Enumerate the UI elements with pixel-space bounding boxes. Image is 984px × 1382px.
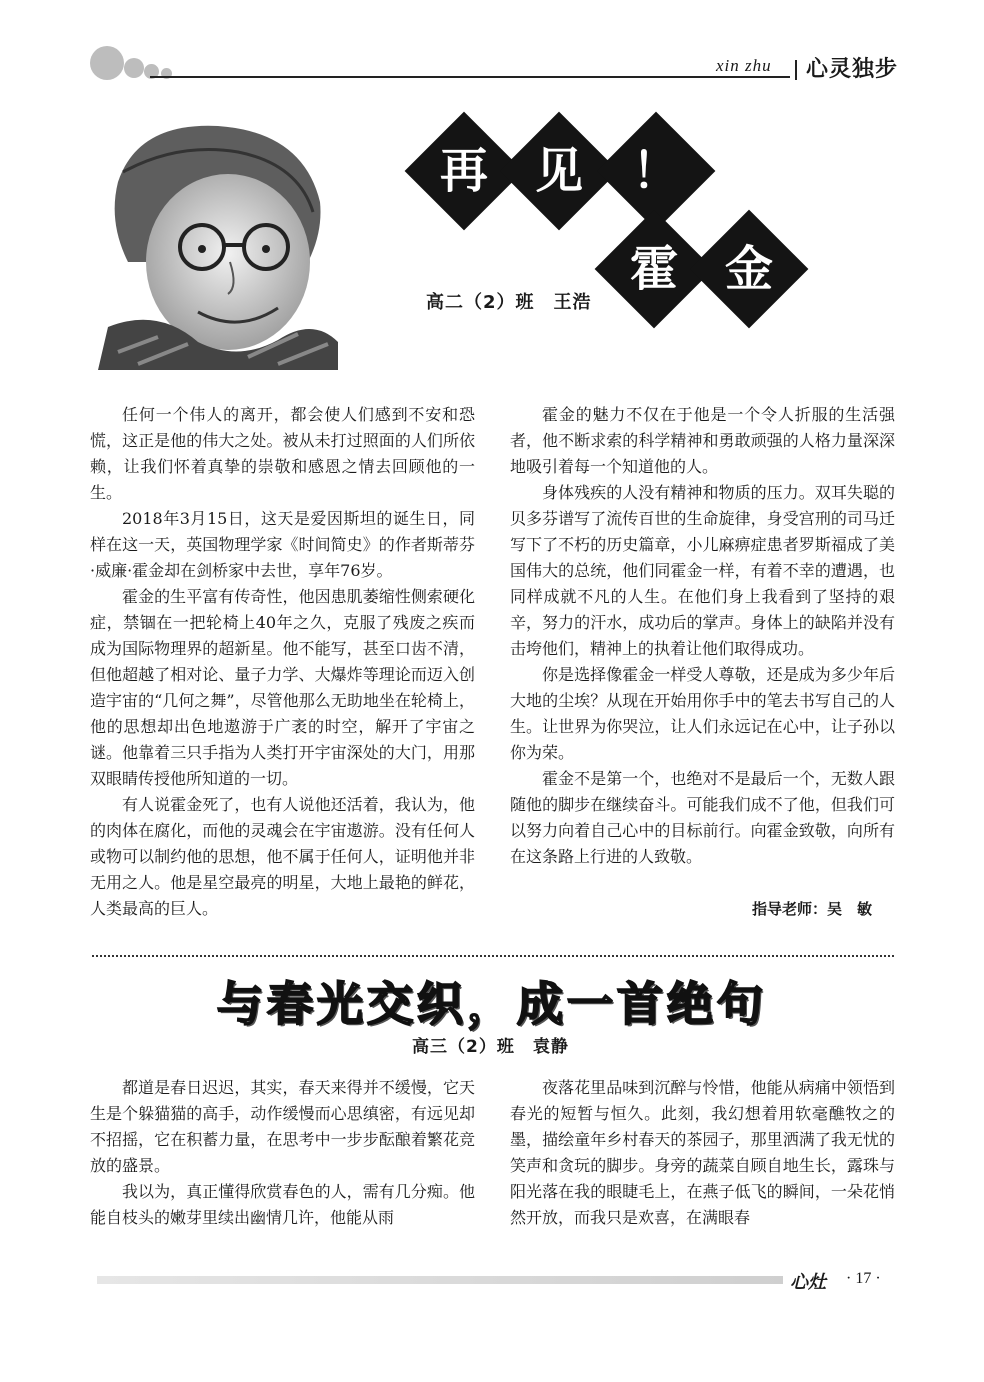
- article1-teacher: 指导老师：吴 敏: [752, 900, 873, 918]
- header-separator: [795, 60, 797, 80]
- header-rule: [150, 76, 790, 78]
- footer-bar: [97, 1276, 783, 1284]
- paragraph: 任何一个伟人的离开，都会使人们感到不安和恐慌，这正是他的伟大之处。被从未打过照面的人们所依赖，让我们怀着真挚的崇敬和感恩之情去回顾他的一生。: [90, 405, 475, 502]
- title-char-4: 霍: [629, 241, 678, 297]
- portrait-illustration: [98, 112, 338, 370]
- paragraph: 身体残疾的人没有精神和物质的压力。双耳失聪的贝多芬谱写了流传百世的生命旋律，身受宫刑的司马迁写下了不朽的历史篇章，小儿麻痹症患者罗斯福成了美国伟大的总统，他们同霍金一样，有着不幸的遭遇，也同样成就不凡的人生。在他们身上我看到了坚持的艰辛，努力的汗水，成功后的掌声。身体上的缺陷并没有击垮他们，精神上的执着让他们取得成功。: [510, 483, 895, 658]
- title-char-1: 再: [439, 143, 488, 199]
- title-char-2: 见: [534, 143, 583, 199]
- article2-byline: 高三（2）班 袁静: [412, 1037, 569, 1057]
- title-char-3: ！: [631, 143, 680, 199]
- paragraph: 有人说霍金死了，也有人说他还活着，我认为，他的肉体在腐化，而他的灵魂会在宇宙遨游。没有任何人或物可以制约他的思想，他不属于任何人，证明他并非无用之人。他是星空最亮的明星，大地上最艳的鲜花，人类最高的巨人。: [90, 795, 475, 918]
- article1-right-column: [510, 402, 895, 892]
- paragraph: 霍金不是第一个，也绝对不是最后一个，无数人跟随他的脚步在继续奋斗。可能我们成不了他，但我们可以努力向着自己心中的目标前行。向霍金致敬，向所有在这条路上行进的人致敬。: [510, 769, 895, 866]
- article2-title: 与春光交织，成一首绝句: [217, 977, 767, 1031]
- header-latin-text: xin zhu: [716, 56, 772, 75]
- paragraph: 都道是春日迟迟，其实，春天来得并不缓慢，它天生是个躲猫猫的高手，动作缓慢而心思缜密，有远见却不招摇，它在积蓄力量，在思考中一步步酝酿着繁花竞放的盛景。: [90, 1078, 475, 1175]
- header-column-name: 心灵独步: [806, 57, 899, 82]
- paragraph: 2018年3月15日，这天是爱因斯坦的诞生日，同样在这一天，英国物理学家《时间简史》的作者斯蒂芬·威廉·霍金却在剑桥家中去世，享年76岁。: [90, 509, 475, 580]
- header-dot-large: [90, 46, 124, 80]
- paragraph: 我以为，真正懂得欣赏春色的人，需有几分痴。他能自枝头的嫩芽里续出幽情几许，他能从雨: [90, 1182, 475, 1227]
- title-diamond-5: [690, 210, 808, 328]
- paragraph: 霍金的魅力不仅在于他是一个令人折服的生活强者，他不断求索的科学精神和勇敢顽强的人格力量深深地吸引着每一个知道他的人。: [510, 405, 895, 476]
- article1-left-column: [90, 402, 475, 948]
- article2-left-column: [90, 1075, 475, 1265]
- title-char-5: 金: [724, 241, 773, 297]
- footer-magazine-name: 心灶: [790, 1272, 826, 1293]
- section-divider: [92, 955, 894, 957]
- paragraph: 你是选择像霍金一样受人尊敬，还是成为多少年后大地的尘埃？从现在开始用你手中的笔去书写自己的人生。让世界为你哭泣，让人们永远记在心中，让子孙以你为荣。: [510, 665, 895, 762]
- article1-byline: 高二（2）班 王浩: [426, 292, 592, 313]
- page-number: · 17 ·: [846, 1270, 881, 1287]
- header-dot-medium: [124, 58, 144, 78]
- article2-right-column: [510, 1075, 895, 1265]
- paragraph: 夜落花里品味到沉醉与怜惜，他能从病痛中领悟到春光的短暂与恒久。此刻，我幻想着用软毫醮牧之的墨，描绘童年乡村春天的茶园子，那里洒满了我无忧的笑声和贪玩的脚步。身旁的蔬菜自顾自地生长，露珠与阳光落在我的眼睫毛上，在燕子低飞的瞬间，一朵花悄然开放，而我只是欢喜，在满眼春: [510, 1078, 895, 1227]
- paragraph: 霍金的生平富有传奇性，他因患肌萎缩性侧索硬化症，禁锢在一把轮椅上40年之久，克服了残废之疾而成为国际物理界的超新星。他不能写，甚至口齿不清，但他超越了相对论、量子力学、大爆炸等理论而迈入创造宇宙的“几何之舞”，尽管他那么无助地坐在轮椅上，他的思想却出色地遨游于广袤的时空，解开了宇宙之谜。他靠着三只手指为人类打开宇宙深处的大门，用那双眼睛传授他所知道的一切。: [90, 587, 475, 788]
